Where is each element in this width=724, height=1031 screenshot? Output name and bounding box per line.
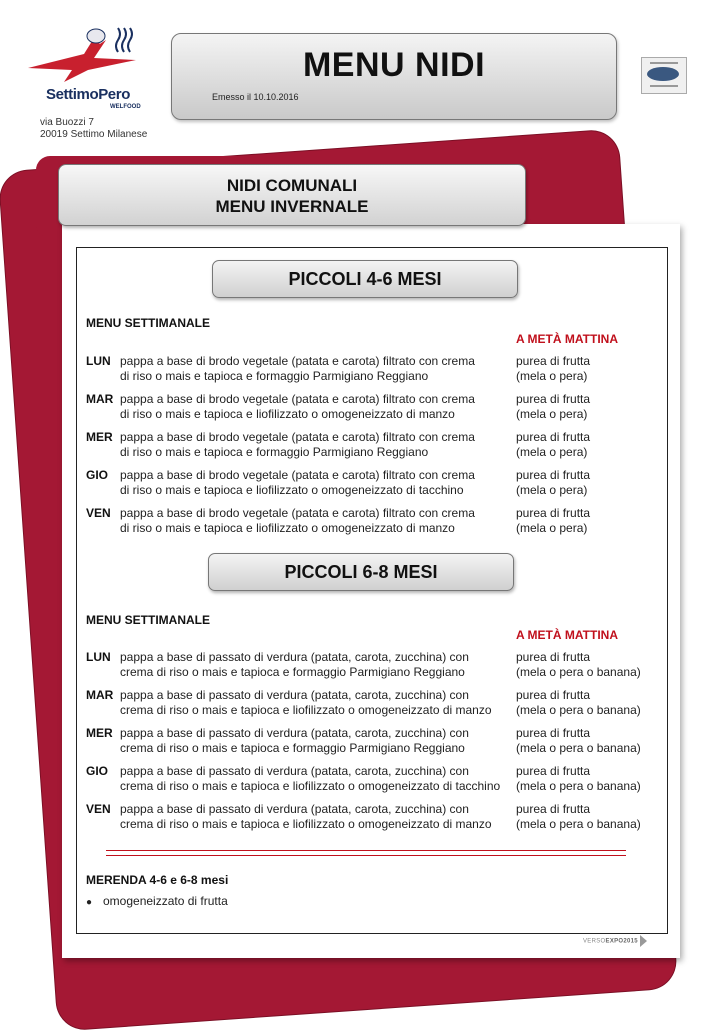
weekly-menu-label: MENU SETTIMANALE [86,613,210,627]
meal-line-1: pappa a base di brodo vegetale (patata e carota) filtrato con crema [120,468,475,482]
expo-main: EXPO2015 [605,938,638,945]
address-line-1: via Buozzi 7 [40,117,94,128]
company-address [40,117,147,141]
subtitle-box [58,164,526,226]
day-label: MAR [86,688,114,702]
menu-row [86,650,646,680]
meal-line-2: crema di riso o mais e tapioca e liofilizzato o omogeneizzato di tacchino [120,779,501,793]
day-label: MAR [86,392,114,406]
menu-row [86,354,646,384]
address-line-2: 20019 Settimo Milanese [40,129,148,140]
subtitle-line-1: NIDI COMUNALI [226,176,358,195]
snack-line-1: purea di frutta [516,430,591,444]
snack-line-2: (mela o pera) [516,445,588,459]
day-label: LUN [86,354,111,368]
meal-line-2: di riso o mais e tapioca e liofilizzato o omogeneizzato di tacchino [120,483,464,497]
snack-line-1: purea di frutta [516,688,591,702]
section-title-6-8: PICCOLI 6-8 MESI [208,553,514,591]
list-item [86,894,228,908]
arrow-right-icon [640,935,647,947]
meal-line-1: pappa a base di passato di verdura (patata, carota, zucchina) con [120,764,469,778]
meal-line-2: crema di riso o mais e tapioca e liofilizzato o omogeneizzato di manzo [120,817,492,831]
menu-row [86,802,646,832]
expo-prefix: VERSO [583,938,606,945]
snack-line-2: (mela o pera) [516,369,588,383]
weekly-menu-label: MENU SETTIMANALE [86,316,210,330]
day-label: MER [86,726,113,740]
expo-logo [583,935,647,947]
page-title: MENU NIDI [302,46,486,84]
snack-line-2: (mela o pera) [516,483,588,497]
section-divider [106,850,626,856]
header-title-box [171,33,617,120]
mid-morning-label: A METÀ MATTINA [516,628,618,642]
snack-line-2: (mela o pera) [516,407,588,421]
snack-line-1: purea di frutta [516,764,591,778]
snack-line-2: (mela o pera) [516,521,588,535]
meal-line-2: crema di riso o mais e tapioca e formaggio Parmigiano Reggiano [120,665,465,679]
snack-line-2: (mela o pera o banana) [516,779,641,793]
issue-date: Emesso il 10.10.2016 [212,92,299,102]
meal-line-1: pappa a base di passato di verdura (patata, carota, zucchina) con [120,688,469,702]
day-label: VEN [86,802,111,816]
bullet-icon: ● [86,897,93,908]
snack-line-1: purea di frutta [516,354,591,368]
menu-row [86,506,646,536]
snack-line-2: (mela o pera o banana) [516,741,641,755]
snack-line-1: purea di frutta [516,392,591,406]
company-logo [24,24,154,124]
meal-line-1: pappa a base di brodo vegetale (patata e carota) filtrato con crema [120,430,475,444]
meal-line-1: pappa a base di brodo vegetale (patata e carota) filtrato con crema [120,506,475,520]
section-title-4-6: PICCOLI 4-6 MESI [212,260,518,298]
meal-line-2: di riso o mais e tapioca e formaggio Parmigiano Reggiano [120,369,429,383]
menu-row [86,764,646,794]
menu-row [86,688,646,718]
chef-bird-icon [24,24,154,94]
day-label: GIO [86,468,109,482]
meal-line-2: di riso o mais e tapioca e liofilizzato o omogeneizzato di manzo [120,407,455,421]
snack-line-1: purea di frutta [516,802,591,816]
snack-line-2: (mela o pera o banana) [516,817,641,831]
meal-line-1: pappa a base di brodo vegetale (patata e carota) filtrato con crema [120,354,475,368]
day-label: VEN [86,506,111,520]
day-label: MER [86,430,113,444]
brand-subtitle: WELFOOD [110,104,141,110]
meal-line-2: crema di riso o mais e tapioca e liofilizzato o omogeneizzato di manzo [120,703,492,717]
menu-row [86,392,646,422]
meal-line-2: crema di riso o mais e tapioca e formaggio Parmigiano Reggiano [120,741,465,755]
meal-line-2: di riso o mais e tapioca e liofilizzato o omogeneizzato di manzo [120,521,455,535]
mid-morning-label: A METÀ MATTINA [516,332,618,346]
meal-line-1: pappa a base di passato di verdura (patata, carota, zucchina) con [120,726,469,740]
snack-line-1: purea di frutta [516,650,591,664]
menu-row [86,468,646,498]
certification-badge-icon [641,57,687,94]
snack-line-2: (mela o pera o banana) [516,665,641,679]
snack-line-1: purea di frutta [516,506,591,520]
brand-name: SettimoPero [46,86,130,103]
subtitle-line-2: MENU INVERNALE [215,197,369,216]
snack-line-2: (mela o pera o banana) [516,703,641,717]
meal-line-1: pappa a base di passato di verdura (patata, carota, zucchina) con [120,802,469,816]
day-label: GIO [86,764,109,778]
snack-line-1: purea di frutta [516,726,591,740]
list-item-label: omogeneizzato di frutta [103,894,228,908]
menu-row [86,726,646,756]
afternoon-snack-title: MERENDA 4-6 e 6-8 mesi [86,873,229,887]
meal-line-2: di riso o mais e tapioca e formaggio Parmigiano Reggiano [120,445,429,459]
day-label: LUN [86,650,111,664]
meal-line-1: pappa a base di passato di verdura (patata, carota, zucchina) con [120,650,469,664]
meal-line-1: pappa a base di brodo vegetale (patata e carota) filtrato con crema [120,392,475,406]
snack-line-1: purea di frutta [516,468,591,482]
menu-row [86,430,646,460]
